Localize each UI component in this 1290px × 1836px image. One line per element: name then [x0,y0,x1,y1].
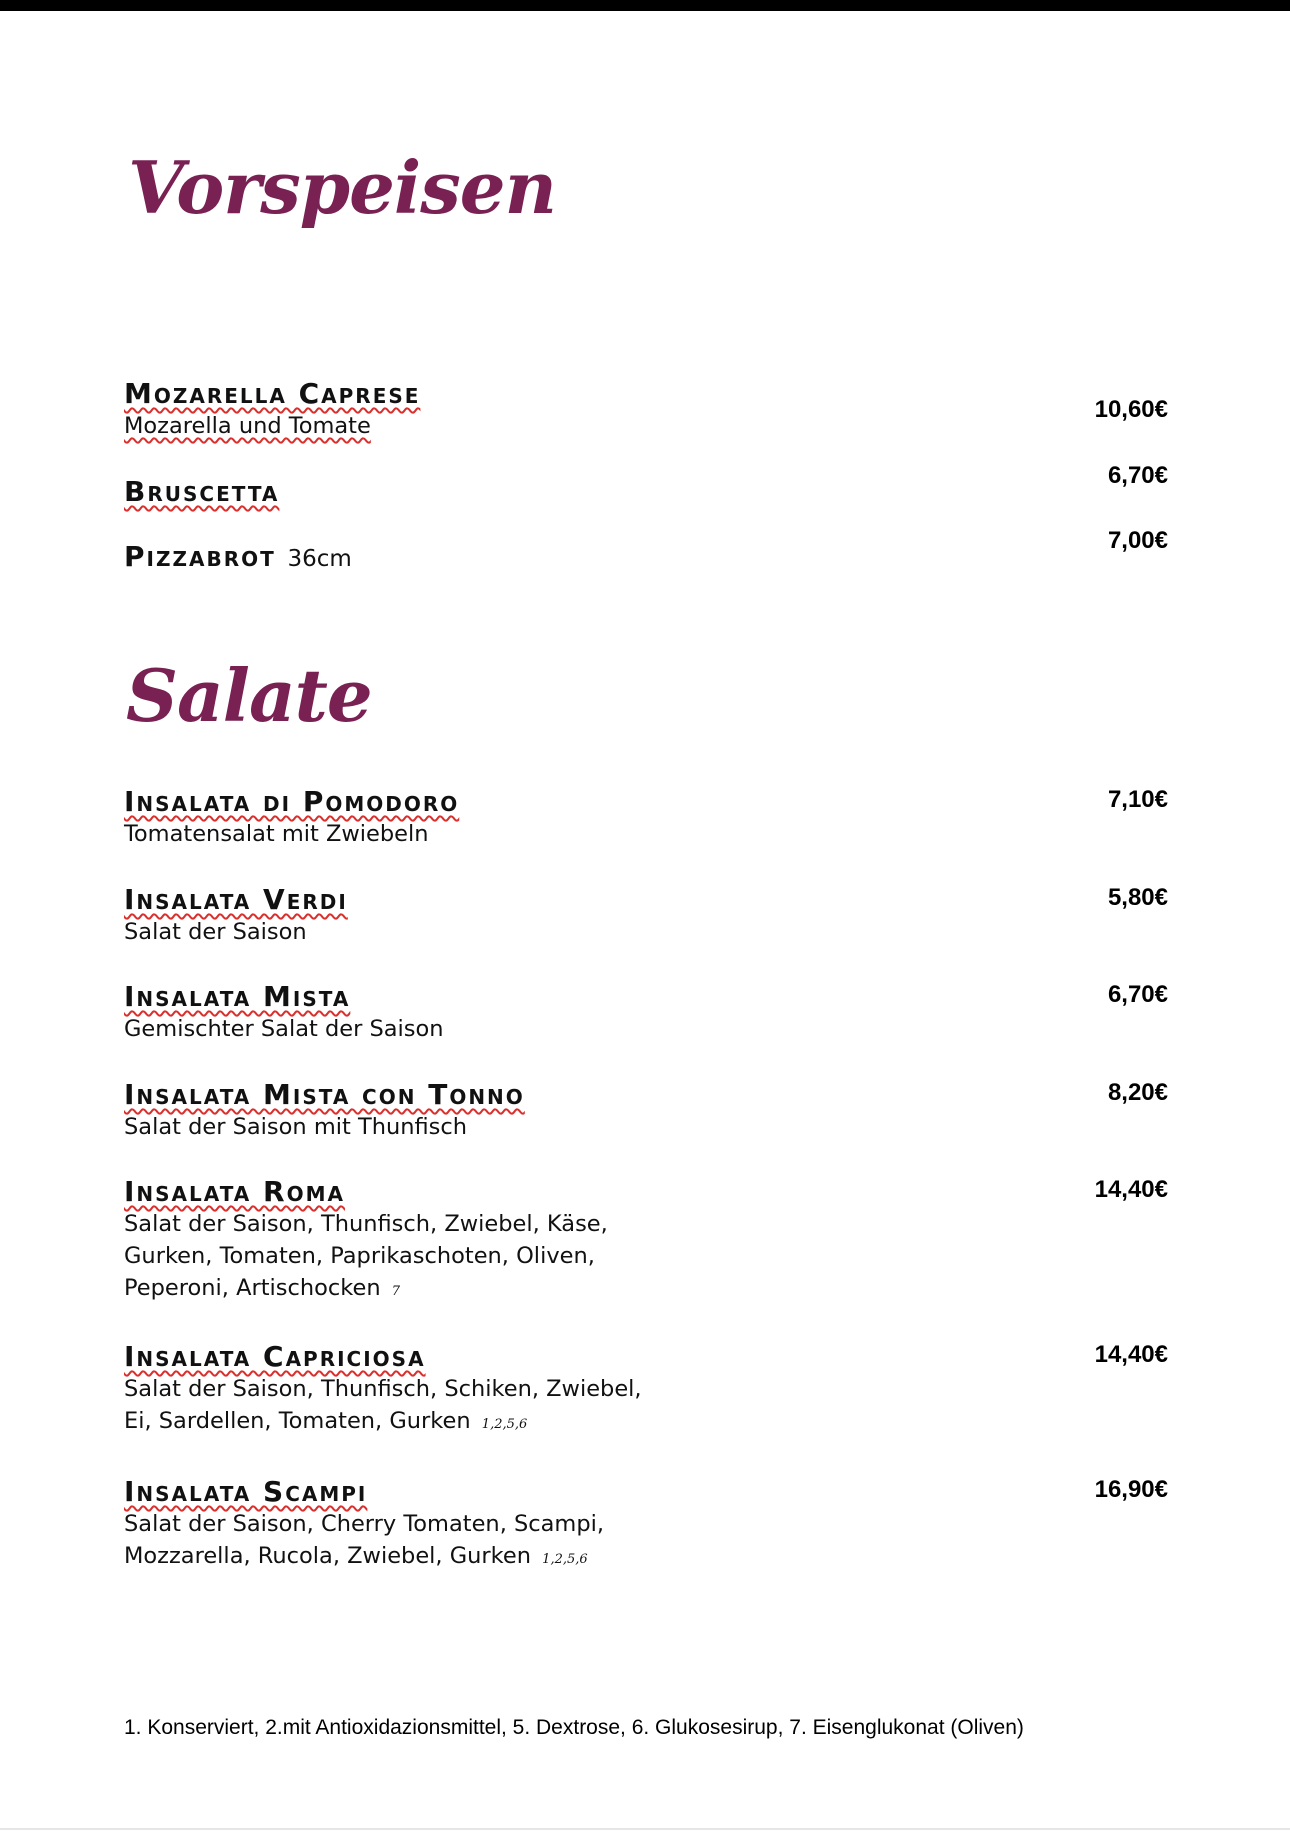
item-name: Insalata Roma [124,1175,345,1208]
section-title-vorspeisen: Vorspeisen [128,145,556,230]
item-name: Insalata Mista con Tonno [124,1078,525,1111]
allergen-notes: 7 [391,1284,401,1299]
item-price: 16,90€ [1094,1476,1168,1503]
desc-line: Salat der Saison, Thunfisch, Schiken, Zwiebel, [124,1376,642,1402]
item-description [124,410,684,442]
desc-line: Gurken, Tomaten, Paprikaschoten, Oliven, [124,1243,595,1269]
allergen-footnote: 1. Konserviert, 2.mit Antioxidazionsmittel, 5. Dextrose, 6. Glukosesirup, 7. Eisenglukonat (Oliven) [124,1716,1024,1739]
item-description [124,1508,684,1576]
menu-item [124,1176,1168,1308]
item-description: Tomatensalat mit Zwiebeln [124,821,429,847]
item-price: 10,60€ [1094,396,1168,423]
item-name: Insalata Capriciosa [124,1340,426,1373]
allergen-notes: 1,2,5,6 [481,1417,528,1432]
item-price: 5,80€ [1107,884,1168,911]
menu-item [124,462,1168,508]
menu-item [124,884,1168,948]
item-price: 7,00€ [1107,527,1168,554]
item-price: 7,10€ [1107,786,1168,813]
item-price: 6,70€ [1107,981,1168,1008]
item-name: Insalata Verdi [124,883,348,916]
section-title-salate: Salate [126,653,372,738]
item-name: Insalata Mista [124,980,351,1013]
desc-line: Ei, Sardellen, Tomaten, Gurken [124,1408,471,1434]
menu-item [124,378,1168,442]
item-description: Gemischter Salat der Saison [124,1016,444,1042]
page-bottom-edge [0,1828,1290,1830]
item-name: Insalata Scampi [124,1475,368,1508]
menu-item [124,527,1168,575]
menu-page [124,0,1168,1836]
item-price: 14,40€ [1094,1176,1168,1203]
menu-item [124,981,1168,1045]
desc-line: Mozzarella, Rucola, Zwiebel, Gurken [124,1543,532,1569]
desc-line: Peperoni, Artischocken [124,1275,381,1301]
item-size: 36cm [287,546,352,572]
item-price: 8,20€ [1107,1079,1168,1106]
item-desc-text: Mozarella und Tomate [124,413,371,439]
desc-line: Salat der Saison, Thunfisch, Zwiebel, Käse, [124,1211,608,1237]
desc-line: Salat der Saison, Cherry Tomaten, Scampi, [124,1511,605,1537]
allergen-notes: 1,2,5,6 [542,1552,588,1567]
item-name: Pizzabrot 36cm [124,540,352,573]
item-description: Salat der Saison mit Thunfisch [124,1114,468,1140]
item-price: 6,70€ [1107,462,1168,489]
item-name: Insalata di Pomodoro [124,785,460,818]
item-price: 14,40€ [1094,1341,1168,1368]
item-name: Bruscetta [124,475,280,508]
menu-item [124,786,1168,850]
menu-item [124,1341,1168,1441]
item-name: Mozarella Caprese [124,377,421,410]
menu-item [124,1476,1168,1576]
item-description [124,1373,684,1441]
menu-item [124,1079,1168,1143]
item-description [124,1208,684,1308]
item-description: Salat der Saison [124,919,307,945]
